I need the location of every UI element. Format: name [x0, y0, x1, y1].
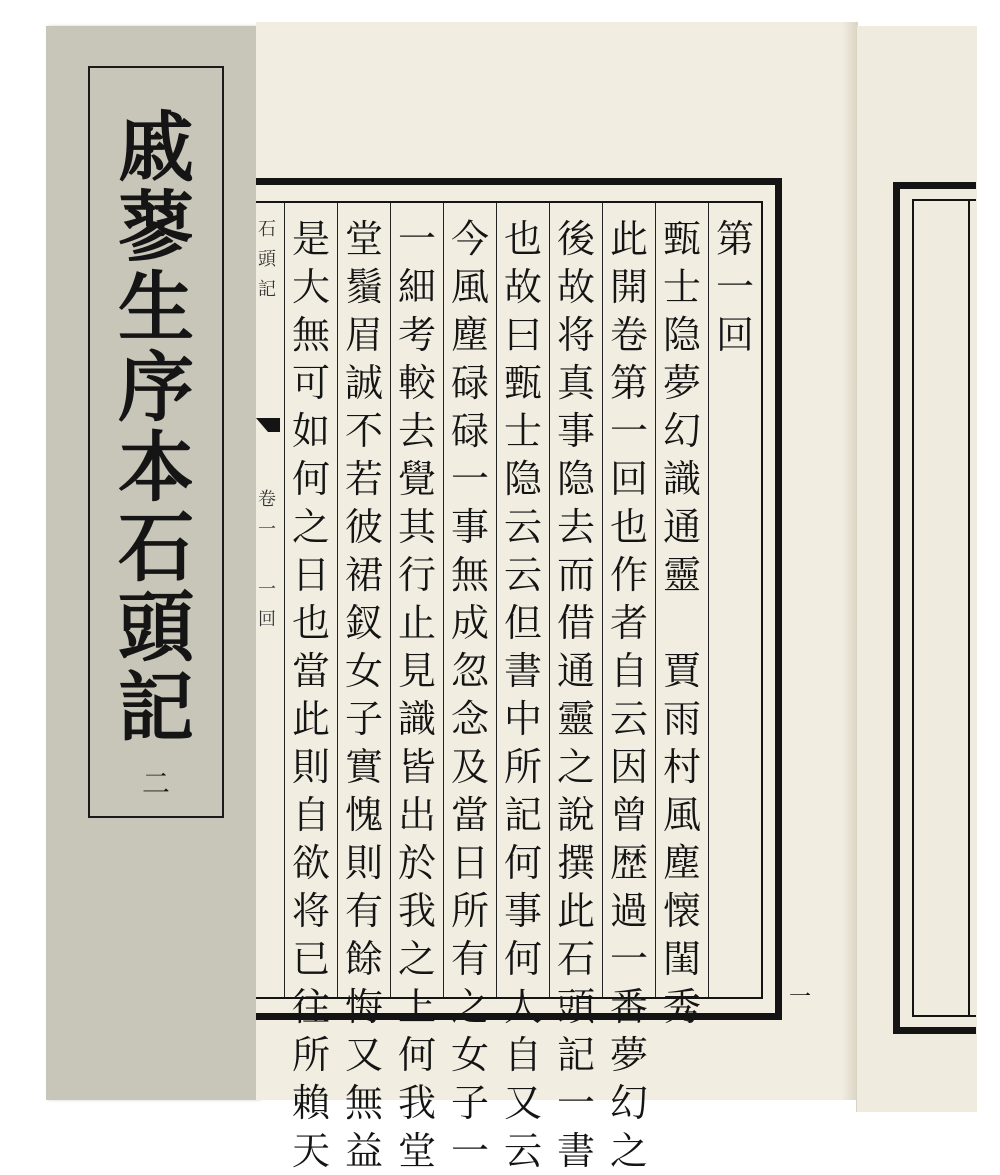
text-char: 塵	[662, 841, 701, 885]
text-char: 何	[503, 937, 542, 981]
text-char: 事	[450, 505, 489, 549]
text-char: 實	[344, 745, 383, 789]
text-char: 堂	[344, 217, 383, 261]
text-char: 頭	[556, 985, 595, 1029]
inner-frame	[256, 201, 763, 1173]
text-char: 所	[291, 1033, 330, 1077]
text-char: 此	[609, 217, 648, 261]
text-char: 見	[397, 649, 436, 693]
text-char: 識	[662, 457, 701, 501]
page-number: 一	[789, 985, 812, 1010]
text-char: 皆	[397, 745, 436, 789]
text-char: 餘	[344, 937, 383, 981]
text-char: 所	[450, 889, 489, 933]
text-char: 故	[556, 265, 595, 309]
text-char: 當	[291, 649, 330, 693]
text-char: 女	[450, 1033, 489, 1077]
text-char: 一	[609, 409, 648, 453]
text-char: 靈	[662, 553, 701, 597]
text-char: 之	[609, 1129, 648, 1173]
text-char: 事	[556, 409, 595, 453]
text-char: 日	[291, 553, 330, 597]
margin-char: 卷	[258, 489, 276, 510]
text-char: 風	[662, 793, 701, 837]
text-char: 賈	[662, 649, 701, 693]
text-char: 石	[556, 937, 595, 981]
text-char: 靈	[556, 697, 595, 741]
title-slip	[88, 66, 224, 818]
text-char: 云	[609, 697, 648, 741]
text-char: 裙	[344, 553, 383, 597]
text-char: 一	[556, 1081, 595, 1125]
text-char: 中	[503, 697, 542, 741]
text-char: 士	[503, 409, 542, 453]
text-char: 之	[556, 745, 595, 789]
text-char: 所	[503, 745, 542, 789]
text-char: 閨	[662, 937, 701, 981]
text-char: 将	[556, 313, 595, 357]
text-char: 人	[503, 985, 542, 1029]
margin-char: 一	[258, 579, 276, 600]
text-char: 撰	[556, 841, 595, 885]
margin-column	[256, 203, 278, 1009]
text-char: 行	[397, 553, 436, 597]
text-char: 上	[397, 985, 436, 1029]
text-char: 女	[344, 649, 383, 693]
text-char: 後	[556, 217, 595, 261]
text-char: 懐	[662, 889, 701, 933]
text-char: 又	[503, 1081, 542, 1125]
text-char: 借	[556, 601, 595, 645]
text-char: 何	[503, 841, 542, 885]
text-char: 止	[397, 601, 436, 645]
margin-char: 回	[258, 609, 276, 630]
text-char: 記	[556, 1033, 595, 1077]
text-char: 過	[609, 889, 648, 933]
text-column	[602, 203, 655, 1173]
text-char: 一	[715, 265, 754, 309]
text-char: 隐	[662, 313, 701, 357]
text-char: 一	[609, 937, 648, 981]
text-char: 也	[609, 505, 648, 549]
text-char: 大	[291, 265, 330, 309]
title-char: 記	[118, 663, 194, 752]
text-char: 子	[344, 697, 383, 741]
text-char: 如	[291, 409, 330, 453]
text-char: 雨	[662, 697, 701, 741]
margin-char	[258, 455, 276, 485]
text-char: 書	[556, 1129, 595, 1173]
text-char: 也	[503, 217, 542, 261]
text-char: 識	[397, 697, 436, 741]
text-char: 回	[609, 457, 648, 501]
text-char: 書	[503, 649, 542, 693]
text-frame	[256, 178, 782, 1173]
margin-char	[258, 305, 276, 335]
text-char: 堂	[397, 1129, 436, 1173]
text-char: 愧	[344, 793, 383, 837]
text-char: 回	[715, 313, 754, 357]
fish-tail-mark	[256, 418, 280, 448]
text-char: 於	[397, 841, 436, 885]
text-char: 我	[397, 1081, 436, 1125]
text-char: 云	[503, 505, 542, 549]
text-char: 忽	[450, 649, 489, 693]
volume-number: 二	[141, 767, 170, 800]
text-char: 風	[450, 265, 489, 309]
text-char: 日	[450, 841, 489, 885]
text-char: 其	[397, 505, 436, 549]
text-column	[390, 203, 443, 1173]
text-char: 自	[503, 1033, 542, 1077]
text-char: 益	[344, 1129, 383, 1173]
text-char: 士	[662, 265, 701, 309]
text-char: 去	[556, 505, 595, 549]
text-char: 何	[291, 457, 330, 501]
title-char: 本	[118, 423, 194, 512]
margin-char: 一	[258, 519, 276, 540]
text-char: 較	[397, 361, 436, 405]
text-char: 隐	[556, 457, 595, 501]
text-char: 夢	[609, 1033, 648, 1077]
text-char: 自	[291, 793, 330, 837]
text-char: 真	[556, 361, 595, 405]
text-char: 夢	[662, 361, 701, 405]
text-char: 番	[609, 985, 648, 1029]
margin-char: 記	[258, 279, 276, 300]
text-column	[655, 203, 708, 1029]
text-column	[284, 203, 337, 1173]
text-char: 因	[609, 745, 648, 789]
text-char: 是	[291, 217, 330, 261]
text-char: 可	[291, 361, 330, 405]
text-char: 而	[556, 553, 595, 597]
text-char: 甄	[662, 217, 701, 261]
text-char: 将	[291, 889, 330, 933]
text-char	[663, 599, 701, 647]
text-char: 之	[450, 985, 489, 1029]
text-char: 卷	[609, 313, 648, 357]
text-char: 云	[503, 553, 542, 597]
text-char: 往	[291, 985, 330, 1029]
text-char: 天	[291, 1129, 330, 1173]
text-columns	[284, 203, 761, 1173]
text-char: 無	[450, 553, 489, 597]
text-char: 通	[662, 505, 701, 549]
text-column	[443, 203, 496, 1173]
text-char: 則	[291, 745, 330, 789]
text-char: 我	[397, 889, 436, 933]
text-char: 幻	[662, 409, 701, 453]
text-char: 自	[609, 649, 648, 693]
margin-char	[258, 545, 276, 575]
text-char: 當	[450, 793, 489, 837]
text-char: 碌	[450, 361, 489, 405]
text-char: 彼	[344, 505, 383, 549]
text-char: 說	[556, 793, 595, 837]
text-char: 又	[344, 1033, 383, 1077]
text-char: 釵	[344, 601, 383, 645]
text-char: 無	[291, 313, 330, 357]
title-char: 生	[118, 263, 194, 352]
text-char: 甄	[503, 361, 542, 405]
book-cover	[46, 26, 259, 1100]
text-char: 誠	[344, 361, 383, 405]
text-char: 考	[397, 313, 436, 357]
text-char: 幻	[609, 1081, 648, 1125]
margin-char	[258, 335, 276, 365]
text-char: 之	[291, 505, 330, 549]
text-char: 第	[715, 217, 754, 261]
text-char: 一	[450, 457, 489, 501]
text-char: 隐	[503, 457, 542, 501]
title-char: 頭	[118, 583, 194, 672]
text-char: 賴	[291, 1081, 330, 1125]
text-column	[708, 203, 761, 997]
text-char: 開	[609, 265, 648, 309]
text-char: 曰	[503, 313, 542, 357]
text-char: 記	[503, 793, 542, 837]
text-char: 眉	[344, 313, 383, 357]
text-char: 云	[503, 1129, 542, 1173]
text-char: 者	[609, 601, 648, 645]
text-char: 若	[344, 457, 383, 501]
text-char: 作	[609, 553, 648, 597]
text-char: 故	[503, 265, 542, 309]
text-char: 曾	[609, 793, 648, 837]
text-char: 通	[556, 649, 595, 693]
text-char: 何	[397, 1033, 436, 1077]
text-char: 第	[609, 361, 648, 405]
text-char: 一	[450, 1129, 489, 1173]
text-char: 成	[450, 601, 489, 645]
right-page-frame	[893, 182, 976, 1034]
text-char: 歴	[609, 841, 648, 885]
title-char: 戚	[118, 103, 194, 192]
text-char: 今	[450, 217, 489, 261]
text-char: 欲	[291, 841, 330, 885]
margin-char: 石	[258, 219, 276, 240]
text-char: 鬚	[344, 265, 383, 309]
text-char: 一	[397, 217, 436, 261]
title-char: 蓼	[118, 183, 194, 272]
text-char: 有	[450, 937, 489, 981]
text-char: 不	[344, 409, 383, 453]
text-char: 村	[662, 745, 701, 789]
text-column	[496, 203, 549, 1173]
text-char: 塵	[450, 313, 489, 357]
text-char: 也	[291, 601, 330, 645]
text-char: 念	[450, 697, 489, 741]
text-char: 覺	[397, 457, 436, 501]
text-char: 出	[397, 793, 436, 837]
margin-char	[258, 365, 276, 395]
margin-char: 頭	[258, 249, 276, 270]
text-char: 則	[344, 841, 383, 885]
title-char: 序	[118, 343, 194, 432]
text-char: 之	[397, 937, 436, 981]
text-char: 已	[291, 937, 330, 981]
text-char: 但	[503, 601, 542, 645]
text-column	[549, 203, 602, 1173]
column-rule	[968, 201, 970, 1015]
text-char: 及	[450, 745, 489, 789]
text-char: 此	[556, 889, 595, 933]
title-char: 石	[118, 503, 194, 592]
text-char: 有	[344, 889, 383, 933]
text-column	[337, 203, 390, 1173]
text-char: 細	[397, 265, 436, 309]
right-page-inner-frame	[912, 199, 976, 1017]
text-char: 此	[291, 697, 330, 741]
text-char: 子	[450, 1081, 489, 1125]
text-char: 事	[503, 889, 542, 933]
text-char: 碌	[450, 409, 489, 453]
text-char: 悔	[344, 985, 383, 1029]
text-char: 去	[397, 409, 436, 453]
text-char: 無	[344, 1081, 383, 1125]
text-char: 秀	[662, 985, 701, 1029]
